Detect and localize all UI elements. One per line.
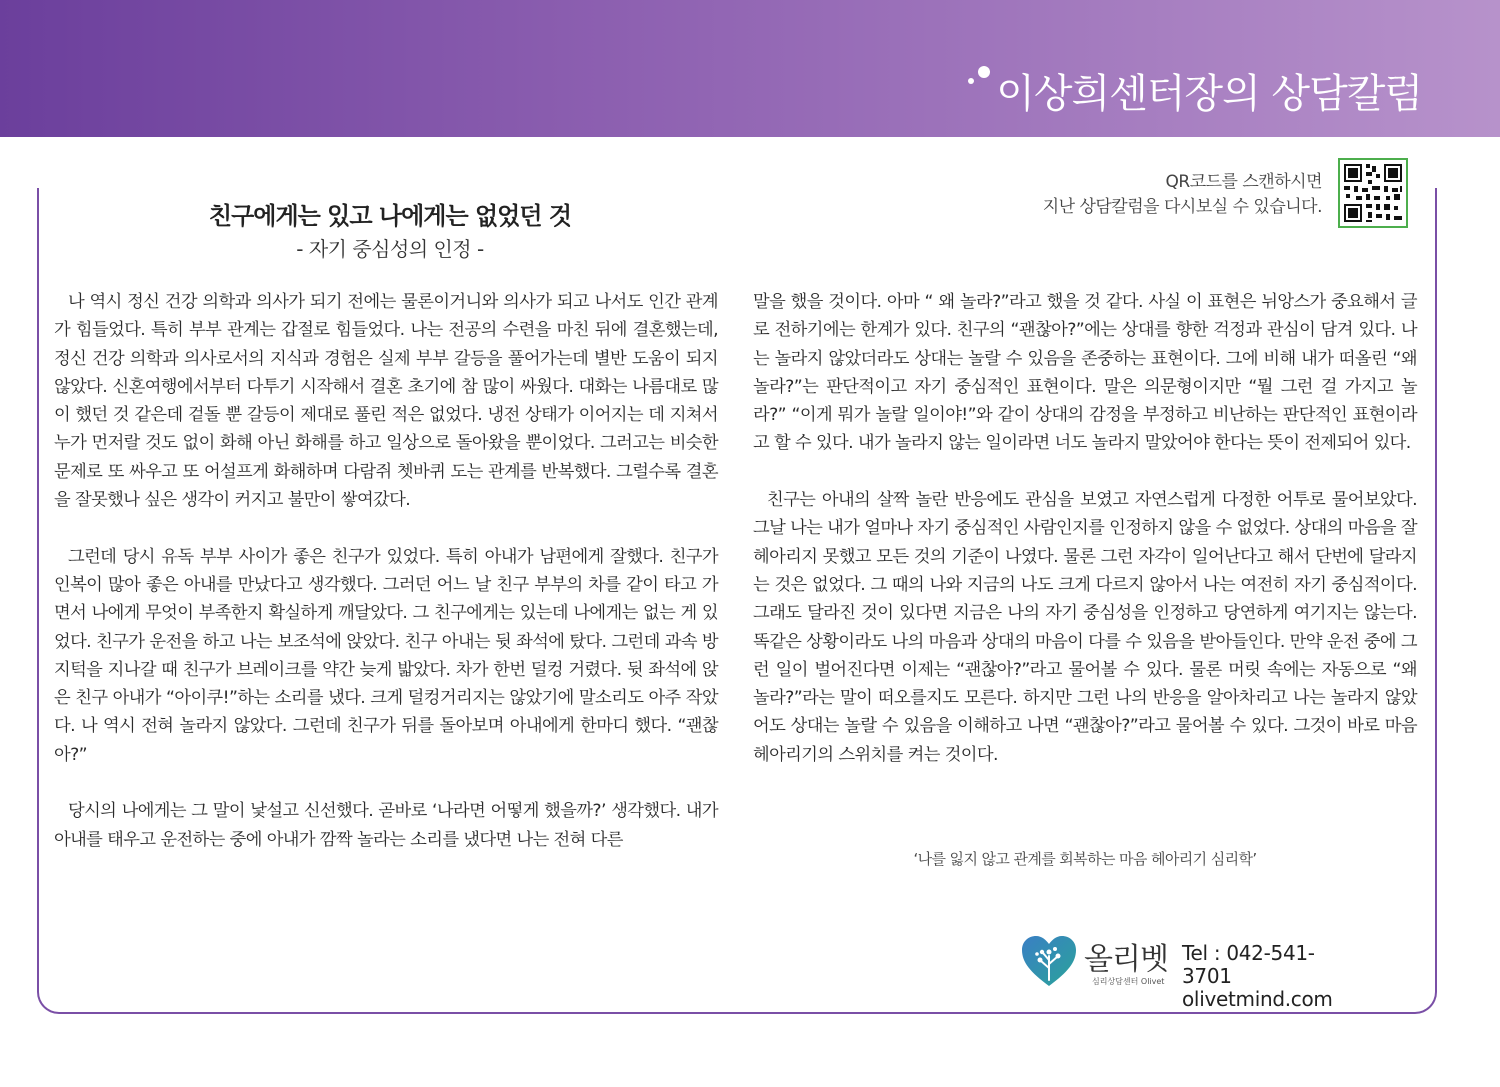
article-title: 친구에게는 있고 나에게는 없었던 것 xyxy=(208,202,572,230)
qr-instructions xyxy=(1043,170,1322,220)
qr-text-line2: 지난 상담칼럼을 다시보실 수 있습니다. xyxy=(1042,197,1322,217)
article-column-left xyxy=(54,288,718,882)
paragraph: 나 역시 정신 건강 의학과 의사가 되기 전에는 물론이거니와 의사가 되고 나서도 인간 관계가 힘들었다. 특히 부부 관계는 갑절로 힘들었다. 나는 전공의 수련을 마친 뒤에 결혼했는데, 정신 건강 의학과 의사로서의 지식과 경험은 실제 부부 갈등을 풀어가는데 별반 도움이 되지 않았다. 신혼여행에서부터 다투기 시작해서 결혼 초기에 참 많이 싸웠다. 대화는 나름대로 많이 했던 것 같은데 겉돌 뿐 갈등이 제대로 풀린 적은 없었다. 냉전 상태가 이어지는 데 지쳐서 누가 먼저랄 것도 없이 화해 아닌 화해를 하고 일상으로 돌아왔을 뿐이었다. 그러고는 비슷한 문제로 또 싸우고 또 어설프게 화해하며 다람쥐 쳇바퀴 도는 관계를 반복했다. 그럴수록 결혼을 잘못했나 싶은 생각이 커지고 불만이 쌓여갔다. xyxy=(54,292,718,511)
article-heading xyxy=(130,196,650,262)
footer-logo[interactable] xyxy=(1020,934,1360,1011)
dot-bullet-icon xyxy=(968,66,994,86)
paragraph: 말을 했을 것이다. 아마 “ 왜 놀라?”라고 했을 것 같다. 사실 이 표현은 뉘앙스가 중요해서 글로 전하기에는 한계가 있다. 친구의 “괜찮아?”에는 상대를 향한 걱정과 관심이 담겨 있다. 나는 놀라지 않았더라도 상대는 놀랄 수 있음을 존중하는 표현이다. 그에 비해 내가 떠올린 “왜 놀라?”는 판단적이고 자기 중심적인 표현이다. 말은 의문형이지만 “뭘 그런 걸 가지고 놀라?” “이게 뭐가 놀랄 일이야!”와 같이 상대의 감정을 부정하고 비난하는 판단적인 표현이라고 할 수 있다. 내가 놀라지 않는 일이라면 너도 놀라지 말았어야 한다는 뜻이 전제되어 있다. xyxy=(753,292,1417,454)
logo-name: 올리벳 xyxy=(1084,942,1168,977)
column-title: 이상희센터장의 상담칼럼 xyxy=(996,71,1422,117)
contact-info xyxy=(1182,942,1360,1011)
heart-tree-logo-icon xyxy=(1020,934,1078,988)
qr-code-icon[interactable] xyxy=(1338,158,1408,228)
website-link[interactable]: olivetmind.com xyxy=(1182,987,1333,1011)
article-subtitle: - 자기 중심성의 인정 - xyxy=(296,237,484,261)
article-column-right xyxy=(753,288,1417,797)
qr-text-line1: QR코드를 스캔하시면 xyxy=(1165,172,1322,192)
logo-subtitle: 심리상담센터 Olivet xyxy=(1092,977,1165,986)
paragraph: 당시의 나에게는 그 말이 낯설고 신선했다. 곧바로 ‘나라면 어떻게 했을까?’ 생각했다. 내가 아내를 태우고 운전하는 중에 아내가 깜짝 놀라는 소리를 냈다면 나는 전혀 다른 xyxy=(54,801,718,850)
phone-number: Tel : 042-541-3701 xyxy=(1182,941,1315,988)
header-title-wrap xyxy=(996,62,1422,119)
paragraph: 그런데 당시 유독 부부 사이가 좋은 친구가 있었다. 특히 아내가 남편에게 잘했다. 친구가 인복이 많아 좋은 아내를 만났다고 생각했다. 그러던 어느 날 친구 부부의 차를 같이 타고 가면서 나에게 무엇이 부족한지 확실하게 깨달았다. 그 친구에게는 있는데 나에게는 없는 게 있었다. 친구가 운전을 하고 나는 보조석에 앉았다. 친구 아내는 뒷 좌석에 탔다. 그런데 과속 방지턱을 지나갈 때 친구가 브레이크를 약간 늦게 밟았다. 차가 한번 덜컹 거렸다. 뒷 좌석에 앉은 친구 아내가 “아이쿠!”하는 소리를 냈다. 크게 덜컹거리지는 않았기에 말소리도 아주 작았다. 나 역시 전혀 놀라지 않았다. 그런데 친구가 뒤를 돌아보며 아내에게 한마디 했다. “괜찮아?” xyxy=(54,546,718,765)
source-citation: ‘나를 잃지 않고 관계를 회복하는 마음 헤아리기 심리학’ xyxy=(913,850,1257,868)
header-banner xyxy=(0,0,1500,137)
paragraph: 친구는 아내의 살짝 놀란 반응에도 관심을 보였고 자연스럽게 다정한 어투로 물어보았다. 그날 나는 내가 얼마나 자기 중심적인 사람인지를 인정하지 않을 수 없었다. 상대의 마음을 잘 헤아리지 못했고 모든 것의 기준이 나였다. 물론 그런 자각이 일어난다고 해서 단번에 달라지는 것은 없었다. 그 때의 나와 지금의 나도 크게 다르지 않아서 나는 여전히 자기 중심적이다. 그래도 달라진 것이 있다면 지금은 나의 자기 중심성을 인정하고 당연하게 여기지는 않는다. 똑같은 상황이라도 나의 마음과 상대의 마음이 다를 수 있음을 받아들인다. 만약 운전 중에 그런 일이 벌어진다면 이제는 “괜찮아?”라고 물어볼 수 있다. 물론 머릿 속에는 자동으로 “왜 놀라?”라는 말이 떠오를지도 모른다. 하지만 그런 나의 반응을 알아차리고 나는 놀라지 않았어도 상대는 놀랄 수 있음을 이해하고 나면 “괜찮아?”라고 물어볼 수 있다. 그것이 바로 마음 헤아리기의 스위치를 켜는 것이다. xyxy=(753,490,1417,765)
